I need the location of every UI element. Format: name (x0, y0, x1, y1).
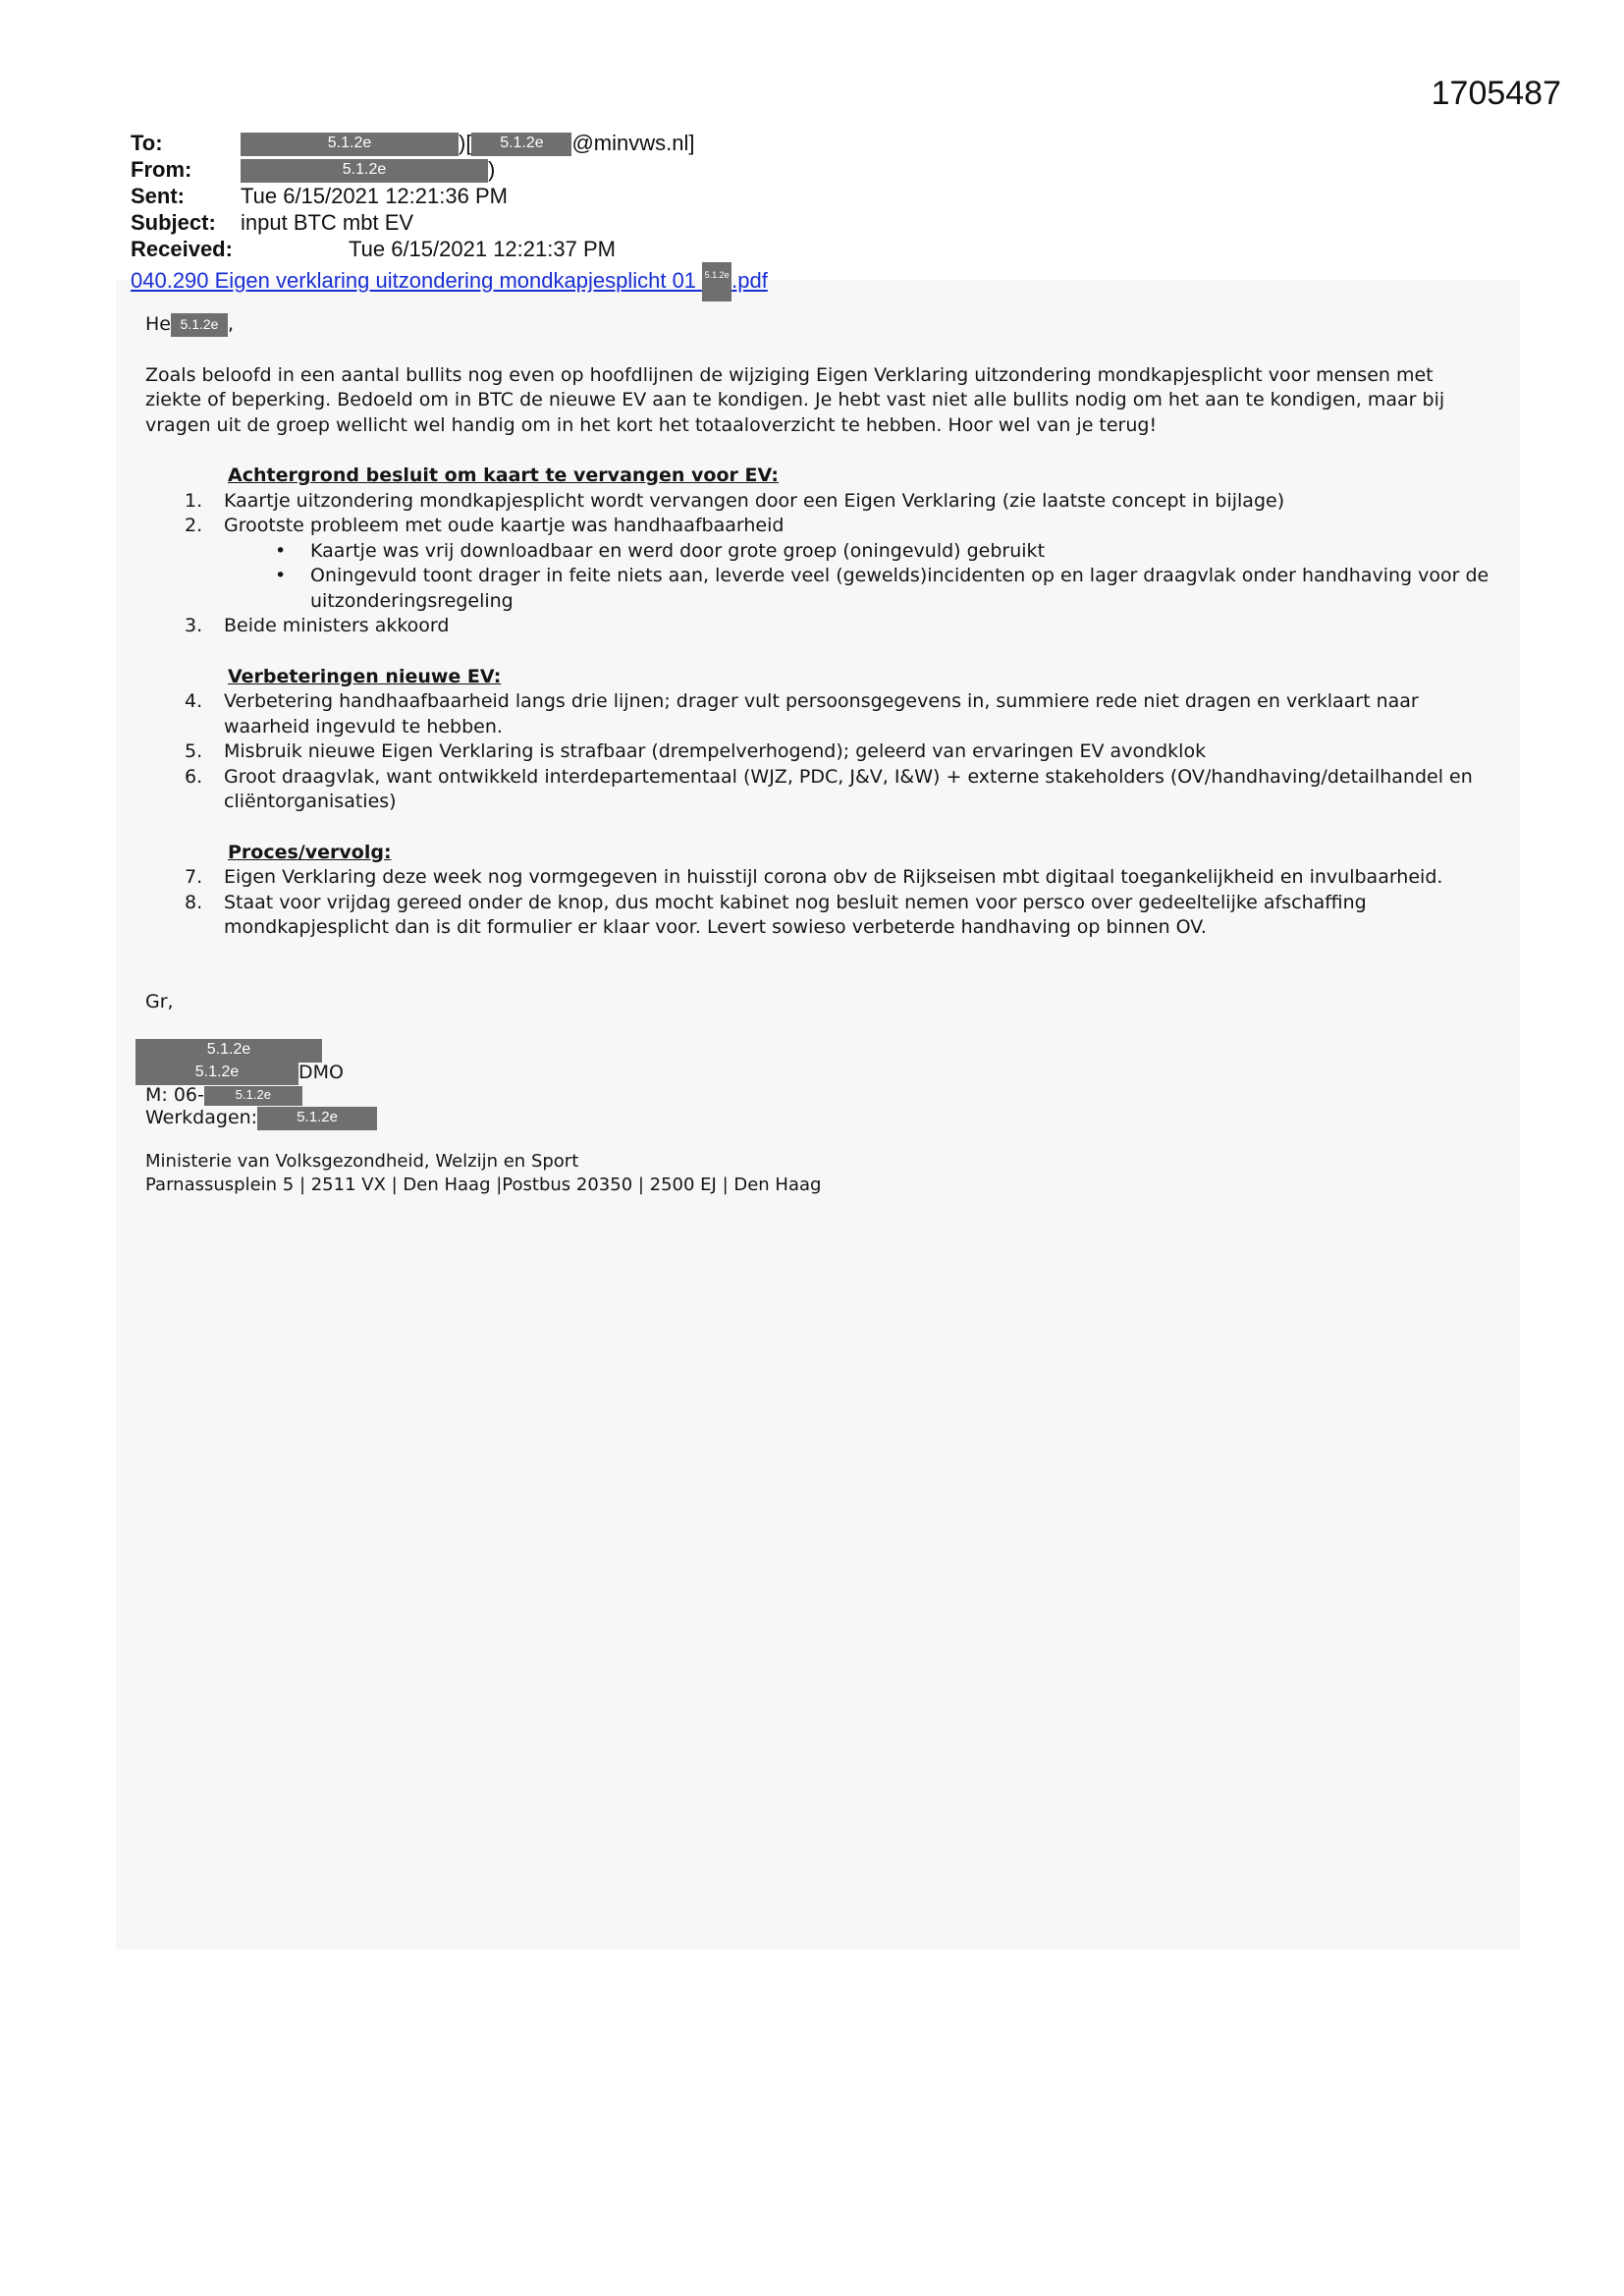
attachment-row[interactable] (131, 262, 768, 293)
sent-label: Sent: (131, 184, 185, 208)
closing-spacer (145, 941, 1500, 990)
redaction-box: 5.1.2e (171, 313, 228, 337)
redaction-box: 5.1.2e (204, 1086, 302, 1106)
to-label: To: (131, 131, 163, 155)
bullet-item-text: Oningevuld toont drager in feite niets aan, leverde veel (gewelds)incidenten op en lager draagvlak onder handhaving voor de uitzonderingsregeling (310, 565, 1489, 612)
list-item-text: Groot draagvlak, want ontwikkeld interdepartementaal (WJZ, PDC, J&V, I&W) + externe stakeholders (OV/handhaving/detailhandel en cliëntorganisaties) (224, 765, 1473, 812)
list-item (145, 689, 1500, 739)
subject-row (131, 209, 768, 236)
ministry-name: Ministerie van Volksgezondheid, Welzijn en Sport (145, 1151, 579, 1172)
bullet-item (145, 539, 1500, 565)
section-title-process: Proces/vervolg: (228, 841, 392, 863)
from-row (131, 156, 768, 183)
to-value (241, 130, 694, 156)
from-label: From: (131, 157, 192, 182)
bullet-item-text: Kaartje was vrij downloadbaar en werd door grote groep (oningevuld) gebruikt (310, 539, 1046, 562)
subject-value: input BTC mbt EV (241, 210, 414, 235)
signature-dept-line (145, 1061, 1500, 1083)
redaction-box: 5.1.2e (471, 133, 571, 156)
intro-paragraph: Zoals beloofd in een aantal bullits nog even op hoofdlijnen de wijziging Eigen Verklaring uitzondering mondkapjesplicht voor mensen met ziekte of beperking. Bedoeld om in BTC de nieuwe EV aan te kondigen. Je hebt vast niet alle bullits nodig om het aan te kondigen, maar bij vragen uit de groep wellicht wel handig om in het kort het totaaloverzicht te hebben. Hoor wel van je terug! (145, 363, 1445, 436)
received-label: Received: (131, 237, 233, 261)
list-item (145, 865, 1500, 891)
bullet-item (145, 564, 1500, 614)
section-spacer (145, 639, 1500, 665)
list-number: 8. (185, 891, 203, 913)
list-number: 4. (185, 690, 203, 712)
list-item-text: Misbruik nieuwe Eigen Verklaring is strafbaar (drempelverhogend); geleerd van ervaringen EV avondklok (224, 740, 1207, 762)
email-header (131, 130, 768, 293)
list-item-text: Grootste probleem met oude kaartje was handhaafbaarheid (224, 515, 785, 536)
redaction-box: 5.1.2e (135, 1062, 298, 1085)
section-title-improvements: Verbeteringen nieuwe EV: (228, 665, 502, 687)
section-title-background: Achtergrond besluit om kaart te vervangen voor EV: (228, 465, 779, 486)
list-item-text: Staat voor vrijdag gereed onder de knop, dus mocht kabinet nog besluit nemen voor persco over gedeeltelijke afschaffing mondkapjesplicht dan is dit formulier er klaar voor. Levert sowieso verbeterde handhaving op binnen OV. (224, 891, 1367, 938)
list-number: 5. (185, 740, 203, 762)
list-item-text: Verbetering handhaafbaarheid langs drie lijnen; drager vult persoonsgegevens in, summiere rede niet dragen en verklaart naar waarheid ingevuld te hebben. (224, 690, 1419, 738)
redaction-box: 5.1.2e (241, 133, 459, 156)
signature-name-line (145, 1038, 1500, 1061)
ministry-address: Parnassusplein 5 | 2511 VX | Den Haag |Postbus 20350 | 2500 EJ | Den Haag (145, 1175, 822, 1195)
greeting-suffix: , (227, 313, 235, 335)
list-number: 7. (185, 866, 203, 888)
received-value: Tue 6/15/2021 12:21:37 PM (349, 237, 616, 261)
signature-dept-suffix: DMO (298, 1062, 344, 1083)
signature-mobile-prefix: M: 06- (145, 1084, 204, 1106)
list-item (145, 514, 1500, 539)
list-item (145, 891, 1500, 941)
ministry-footer (145, 1150, 1500, 1197)
redaction-box: 5.1.2e (241, 159, 488, 183)
numbered-list-improvements (145, 689, 1500, 815)
list-item (145, 489, 1500, 515)
from-close: ) (488, 157, 496, 182)
signature-mobile-line (145, 1083, 1500, 1106)
signature-workdays-line (145, 1106, 1500, 1128)
signature-workdays-label: Werkdagen: (145, 1107, 258, 1128)
attachment-link[interactable] (131, 268, 768, 293)
bullet-icon: • (275, 539, 287, 562)
document-number: 1705487 (1431, 75, 1561, 112)
attachment-extension: .pdf (731, 267, 768, 293)
greeting-prefix: He (145, 313, 171, 335)
signature-block (145, 1038, 1500, 1128)
to-row (131, 130, 768, 156)
redaction-box: 5.1.2e (702, 262, 731, 301)
closing: Gr, (145, 990, 174, 1012)
list-item-text: Eigen Verklaring deze week nog vormgegeven in huisstijl corona obv de Rijkseisen mbt digitaal toegankelijkheid en invulbaarheid. (224, 866, 1443, 888)
bullet-list (145, 539, 1500, 615)
sent-row (131, 183, 768, 209)
list-item (145, 765, 1500, 815)
to-separator: )[ (459, 131, 472, 155)
email-body (145, 312, 1500, 1197)
redaction-box: 5.1.2e (257, 1107, 377, 1130)
redaction-box: 5.1.2e (135, 1039, 322, 1063)
section-spacer (145, 815, 1500, 841)
list-item (145, 739, 1500, 765)
attachment-name: 040.290 Eigen verklaring uitzondering mondkapjesplicht 01 (131, 267, 703, 293)
list-number: 6. (185, 765, 203, 788)
list-number: 2. (185, 515, 203, 536)
numbered-list-background-cont (145, 614, 1500, 639)
list-number: 1. (185, 489, 203, 512)
greeting (145, 312, 1500, 338)
to-domain: @minvws.nl] (571, 131, 695, 155)
list-item-text: Kaartje uitzondering mondkapjesplicht wordt vervangen door een Eigen Verklaring (zie laatste concept in bijlage) (224, 489, 1285, 512)
bullet-icon: • (275, 565, 287, 586)
sent-value: Tue 6/15/2021 12:21:36 PM (241, 184, 508, 208)
list-number: 3. (185, 615, 203, 636)
list-item (145, 614, 1500, 639)
received-row (131, 236, 768, 262)
from-value (241, 156, 495, 183)
subject-label: Subject: (131, 210, 216, 235)
list-item-text: Beide ministers akkoord (224, 615, 450, 636)
numbered-list-background (145, 489, 1500, 539)
numbered-list-process (145, 865, 1500, 941)
